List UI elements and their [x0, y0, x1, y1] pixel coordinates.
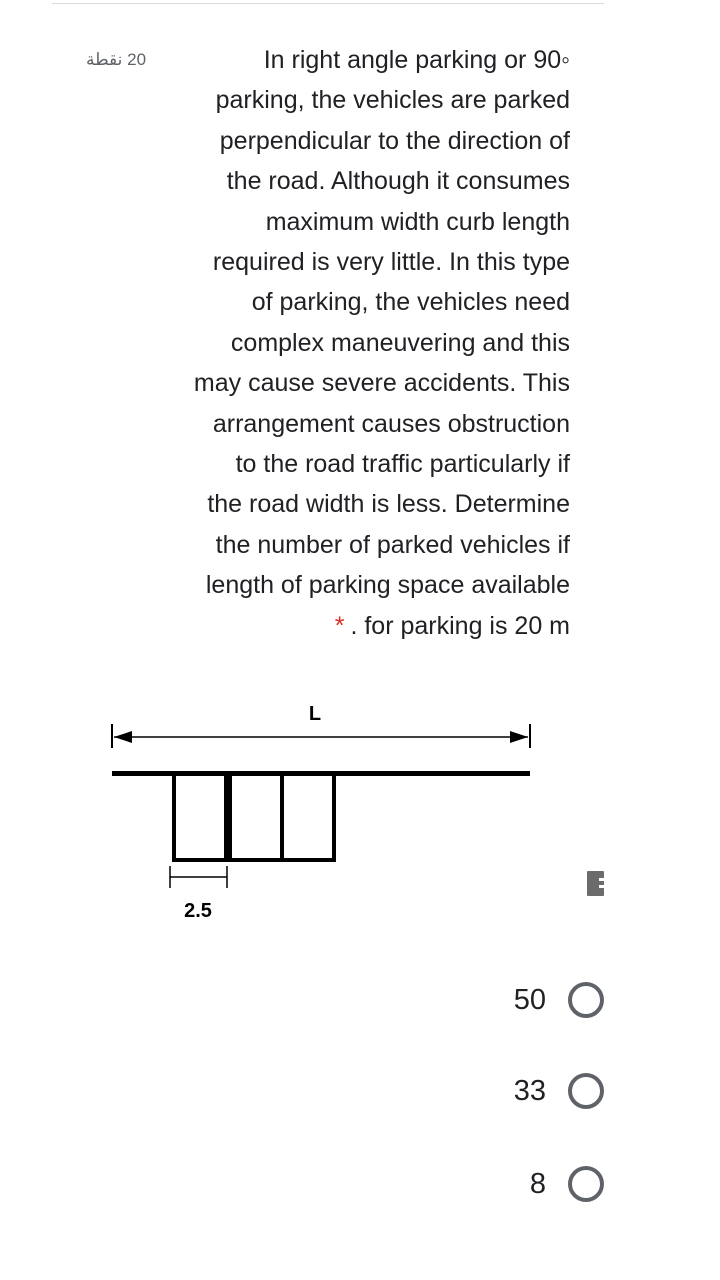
- option-33[interactable]: [514, 1069, 604, 1113]
- question-line: the road. Although it consumes: [226, 167, 570, 196]
- question-line: arrangement causes obstruction: [212, 409, 570, 438]
- question-line: length of parking space available: [205, 571, 570, 600]
- option-label: 50: [513, 983, 546, 1016]
- parking-stall-group: [174, 774, 334, 860]
- radio-button-icon[interactable]: [568, 1073, 604, 1109]
- required-asterisk: *: [334, 611, 345, 640]
- side-panel-icon: [587, 871, 604, 896]
- points-label: 20 نقطة: [86, 50, 147, 69]
- question-line: of parking, the vehicles need: [251, 288, 570, 317]
- question-line: complex maneuvering and this: [230, 328, 570, 357]
- question-line: parking, the vehicles are parked: [215, 86, 570, 115]
- question-line: required is very little. In this type: [212, 248, 570, 277]
- question-line: the road width is less. Determine: [207, 490, 570, 519]
- stall-width-label: 2.5: [184, 900, 212, 922]
- parking-diagram: [100, 690, 540, 930]
- question-line: In right angle parking or 90◦: [263, 46, 570, 74]
- radio-button-icon[interactable]: [568, 982, 604, 1018]
- question-line: . for parking is 20 m: [350, 611, 570, 640]
- option-50[interactable]: [514, 978, 604, 1022]
- length-label: L: [308, 703, 322, 725]
- option-8[interactable]: [530, 1162, 604, 1206]
- question-text: [150, 40, 570, 646]
- arrow-right-icon: [510, 731, 528, 743]
- top-divider: [52, 3, 604, 4]
- option-label: 33: [513, 1074, 546, 1107]
- question-line: to the road traffic particularly if: [235, 450, 570, 479]
- question-line: the number of parked vehicles if: [215, 530, 570, 559]
- option-label: 8: [529, 1167, 546, 1200]
- question-line: perpendicular to the direction of: [219, 126, 570, 155]
- question-last-line: [150, 606, 570, 646]
- arrow-left-icon: [114, 731, 132, 743]
- radio-button-icon[interactable]: [568, 1166, 604, 1202]
- question-line: maximum width curb length: [265, 207, 570, 236]
- question-line: may cause severe accidents. This: [193, 369, 570, 398]
